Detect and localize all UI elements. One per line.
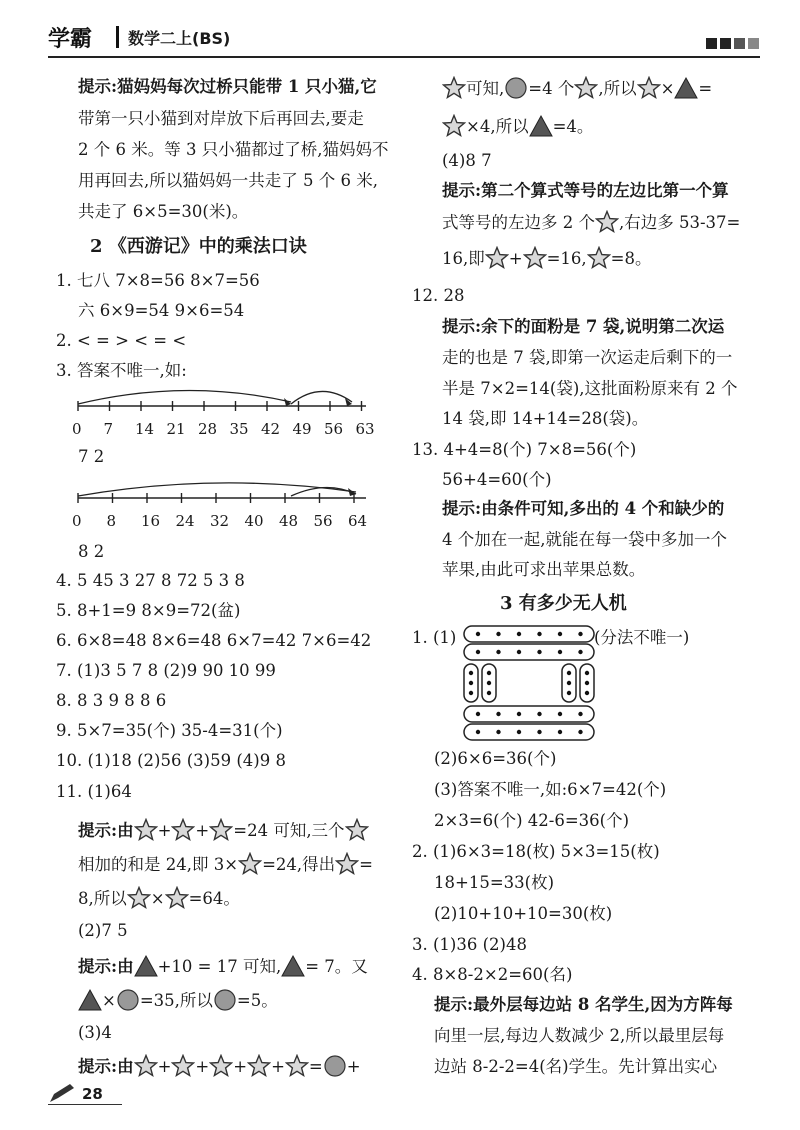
answer-line: 2. (1)6×3=18(枚) 5×3=15(枚): [412, 842, 660, 861]
circle-icon: [323, 1054, 347, 1078]
star-icon: [442, 114, 466, 138]
star-icon: [165, 886, 189, 910]
dot: [537, 730, 541, 734]
text-line: 共走了 6×5=30(米)。: [78, 202, 249, 221]
star-icon: [247, 1054, 271, 1078]
tick-label: 0: [72, 420, 82, 438]
hint-line: 8,所以 × =64。: [78, 884, 240, 914]
hint-line: 提示:由 +10 = 17 可知, = 7。又: [78, 952, 368, 982]
star-icon: [238, 852, 262, 876]
dot: [585, 671, 589, 675]
circle-icon: [116, 988, 140, 1012]
tick-label: 8: [106, 512, 117, 530]
hint-label: 提示:第二个算式等号的左边比第一个算: [442, 181, 729, 200]
answer-line: (3)答案不唯一,如:6×7=42(个): [434, 780, 667, 799]
star-icon: [171, 1054, 195, 1078]
answer-line: 7. (1)3 5 7 8 (2)9 90 10 99: [56, 661, 276, 680]
star-icon: [134, 1054, 158, 1078]
dot: [517, 632, 521, 636]
hint-line: 提示:由 + + =24 可知,三个: [78, 816, 369, 846]
tick-label: 28: [198, 420, 218, 438]
triangle-icon: [529, 114, 553, 138]
answer-line: 4. 5 45 3 27 8 72 5 3 8: [56, 571, 245, 590]
triangle-icon: [78, 988, 102, 1012]
answer-line: 10. (1)18 (2)56 (3)59 (4)9 8: [56, 751, 286, 770]
star-icon: [587, 246, 611, 270]
dot-grouping-figure: [460, 624, 600, 742]
tick-label: 56: [324, 420, 344, 438]
star-icon: [171, 818, 195, 842]
tick-label: 14: [135, 420, 155, 438]
star-icon: [442, 76, 466, 100]
star-icon: [285, 1054, 309, 1078]
dot: [567, 691, 571, 695]
tick-label: 32: [210, 512, 230, 530]
book-title: 数学二上(BS): [128, 29, 231, 48]
answer-line: 11. (1)64: [56, 782, 132, 801]
hint-line: × =35,所以 =5。: [78, 986, 278, 1016]
text-line: 4 个加在一起,就能在每一袋中多加一个: [442, 530, 727, 549]
dot: [578, 730, 582, 734]
tick-label: 64: [348, 512, 368, 530]
star-icon: [595, 210, 619, 234]
text-line: 走的也是 7 袋,即第一次运走后剩下的一: [442, 348, 733, 367]
star-icon: [574, 76, 598, 100]
triangle-icon: [674, 76, 698, 100]
dot: [567, 681, 571, 685]
hint-label: 提示:余下的面粉是 7 袋,说明第二次运: [442, 317, 725, 336]
star-icon: [485, 246, 509, 270]
star-icon: [209, 818, 233, 842]
answer-line: 12. 28: [412, 286, 465, 305]
dot: [487, 681, 491, 685]
dot: [469, 691, 473, 695]
text-line: 用再回去,所以猫妈妈一共走了 5 个 6 米,: [78, 171, 378, 190]
answer-line: 5. 8+1=9 8×9=72(盆): [56, 601, 241, 620]
number-line-2-labels: [72, 506, 376, 530]
number-line-1-labels: [72, 414, 376, 438]
dot: [558, 730, 562, 734]
tick-label: 24: [175, 512, 195, 530]
right-column: [412, 0, 762, 1130]
hint-line: 可知, =4 个 ,所以 × =: [442, 74, 712, 104]
answer-line: 7 2: [78, 447, 105, 466]
hint-label: 提示:猫妈妈每次过桥只能带 1 只小猫,它: [78, 77, 377, 96]
dot: [469, 681, 473, 685]
footer-rule: [48, 1104, 122, 1105]
answer-line: (4)8 7: [442, 151, 492, 170]
dot: [496, 632, 500, 636]
triangle-icon: [281, 954, 305, 978]
tick-label: 0: [72, 512, 82, 530]
dot: [517, 650, 521, 654]
circle-icon: [213, 988, 237, 1012]
star-icon: [345, 818, 369, 842]
text-line: 带第一只小猫到对岸放下后再回去,要走: [78, 109, 364, 128]
tick-label: 42: [261, 420, 281, 438]
circle-icon: [504, 76, 528, 100]
answer-line: 8 2: [78, 542, 105, 561]
star-icon: [523, 246, 547, 270]
dot: [558, 650, 562, 654]
dot: [487, 671, 491, 675]
dot: [469, 671, 473, 675]
dot: [476, 632, 480, 636]
hint-line: 相加的和是 24,即 3× =24,得出 =: [78, 850, 373, 880]
answer-line: 3. 答案不唯一,如:: [56, 361, 187, 380]
star-icon: [134, 818, 158, 842]
dot: [476, 650, 480, 654]
answer-line: 2. < = > < = <: [56, 331, 187, 350]
answer-note: (分法不唯一): [594, 628, 690, 647]
tick-label: 21: [166, 420, 186, 438]
dot: [517, 730, 521, 734]
answer-line: 8. 8 3 9 8 8 6: [56, 691, 167, 710]
page-number: 28: [82, 1085, 103, 1103]
answer-line: 18+15=33(枚): [434, 873, 555, 892]
tick-label: 49: [292, 420, 312, 438]
hint-line: ×4,所以 =4。: [442, 112, 593, 142]
tick-label: 48: [279, 512, 299, 530]
hint-label: 提示:由条件可知,多出的 4 个和缺少的: [442, 499, 725, 518]
section-title: 2 《西游记》中的乘法口诀: [90, 236, 307, 257]
text-line: 向里一层,每边人数减少 2,所以最里层每: [434, 1026, 725, 1045]
answer-line: 6. 6×8=48 8×6=48 6×7=42 7×6=42: [56, 631, 372, 650]
tick-label: 56: [313, 512, 333, 530]
tick-label: 7: [103, 420, 114, 438]
text-line: 2 个 6 米。等 3 只小猫都过了桥,猫妈妈不: [78, 140, 389, 159]
answer-line: (2)10+10+10=30(枚): [434, 904, 613, 923]
tick-label: 40: [244, 512, 264, 530]
star-icon: [127, 886, 151, 910]
dot: [476, 712, 480, 716]
left-column: [56, 0, 406, 1130]
hint-label: 提示:最外层每边站 8 名学生,因为方阵每: [434, 995, 733, 1014]
star-icon: [637, 76, 661, 100]
dot: [537, 632, 541, 636]
text-line: 14 袋,即 14+14=28(袋)。: [442, 409, 649, 428]
answer-line: 13. 4+4=8(个) 7×8=56(个): [412, 440, 637, 459]
answer-line: 1. 七八 7×8=56 8×7=56: [56, 271, 260, 290]
dot: [517, 712, 521, 716]
answer-line: (2)7 5: [78, 921, 128, 940]
dot: [476, 730, 480, 734]
answer-line: 六 6×9=54 9×6=54: [78, 301, 245, 320]
answer-line: 3. (1)36 (2)48: [412, 935, 527, 954]
hint-line: 16,即 + =16, =8。: [442, 244, 651, 274]
dot: [487, 691, 491, 695]
dot: [578, 712, 582, 716]
answer-line: 2×3=6(个) 42-6=36(个): [434, 811, 630, 830]
star-icon: [335, 852, 359, 876]
dot: [585, 681, 589, 685]
dot: [558, 712, 562, 716]
text-line: 苹果,由此可求出苹果总数。: [442, 560, 646, 579]
dot: [496, 730, 500, 734]
dot: [585, 691, 589, 695]
dot: [578, 632, 582, 636]
text-line: 半是 7×2=14(袋),这批面粉原来有 2 个: [442, 379, 738, 398]
dot: [496, 712, 500, 716]
dot: [578, 650, 582, 654]
dot: [537, 650, 541, 654]
brand-logo: 学霸: [48, 27, 93, 52]
dot: [558, 632, 562, 636]
pencil-icon: [48, 1084, 76, 1104]
answer-line: 4. 8×8-2×2=60(名): [412, 965, 573, 984]
tick-label: 16: [141, 512, 161, 530]
triangle-icon: [134, 954, 158, 978]
text-line: 边站 8-2-2=4(名)学生。先计算出实心: [434, 1057, 718, 1076]
answer-line: 9. 5×7=35(个) 35-4=31(个): [56, 721, 283, 740]
tick-label: 35: [229, 420, 249, 438]
dot: [496, 650, 500, 654]
hint-line: 式等号的左边多 2 个 ,右边多 53-37=: [442, 208, 740, 238]
answer-line: 1. (1): [412, 628, 457, 647]
dot: [537, 712, 541, 716]
tick-label: 63: [355, 420, 375, 438]
answer-line: (3)4: [78, 1023, 112, 1042]
section-title: 3 有多少无人机: [500, 593, 627, 614]
hint-line: 提示:由 + + + + = +: [78, 1052, 361, 1082]
answer-line: (2)6×6=36(个): [434, 749, 557, 768]
dot: [567, 671, 571, 675]
answer-line: 56+4=60(个): [442, 470, 552, 489]
star-icon: [209, 1054, 233, 1078]
